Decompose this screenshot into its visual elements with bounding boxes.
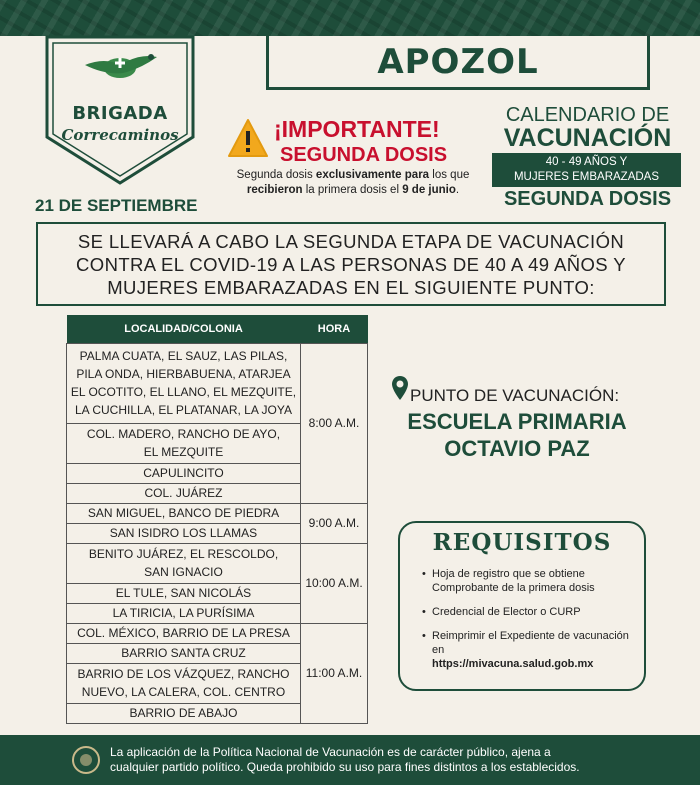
announcement-box	[36, 222, 666, 306]
locality-cell: PALMA CUATA, EL SAUZ, LAS PILAS, PILA ONDA, HIERBABUENA, ATARJEA EL OCOTITO, EL LLANO, EL MEZQUITE, LA CUCHILLA, EL PLATANAR, LA JOYA	[67, 343, 301, 423]
list-item: • Credencial de Elector o CURP	[424, 605, 639, 619]
locality-cell: COL. MADERO, RANCHO DE AYO, EL MEZQUITE	[67, 423, 301, 463]
list-item: • Reimprimir el Expediente de vacunación en https://mivacuna.salud.gob.mx	[424, 629, 639, 671]
calendar-age-box: 40 - 49 AÑOS Y MUJERES EMBARAZADAS	[492, 153, 681, 187]
table-row	[67, 343, 368, 423]
vaccination-point-name: ESCUELA PRIMARIA OCTAVIO PAZ	[407, 409, 627, 461]
column-header-locality: LOCALIDAD/COLONIA	[67, 315, 301, 343]
locality-cell: SAN MIGUEL, BANCO DE PIEDRA	[67, 503, 301, 523]
time-cell: 10:00 A.M.	[301, 543, 368, 623]
footer-band	[0, 735, 700, 785]
date-label: 21 DE SEPTIEMBRE	[35, 196, 198, 215]
requirements-title: REQUISITOS	[432, 529, 612, 556]
schedule-table	[66, 315, 368, 724]
important-subheading: SEGUNDA DOSIS	[280, 144, 448, 166]
important-heading: ¡IMPORTANTE!	[274, 116, 440, 142]
table-row	[67, 623, 368, 643]
locality-cell: BARRIO DE LOS VÁZQUEZ, RANCHO NUEVO, LA CALERA, COL. CENTRO	[67, 663, 301, 703]
locality-cell: BENITO JUÁREZ, EL RESCOLDO, SAN IGNACIO	[67, 543, 301, 583]
table-row	[67, 503, 368, 523]
table-row	[67, 543, 368, 583]
time-cell: 9:00 A.M.	[301, 503, 368, 543]
vaccination-point-label: PUNTO DE VACUNACIÓN:	[410, 386, 620, 405]
government-seal-icon	[72, 746, 100, 774]
footer-disclaimer: La aplicación de la Política Nacional de Vacunación es de carácter público, ajena a cualquier partido político. Queda prohibido su uso para fines distintos a los establecidos.	[110, 745, 580, 774]
location-title-box	[266, 36, 650, 90]
calendar-dose-label: SEGUNDA DOSIS	[503, 188, 672, 210]
calendar-line1: CALENDARIO DE	[505, 104, 670, 126]
important-text: Segunda dosis exclusivamente para los que recibieron la primera dosis el 9 de junio.	[236, 169, 470, 196]
locality-cell: SAN ISIDRO LOS LLAMAS	[67, 523, 301, 543]
list-item: • Hoja de registro que se obtiene Comprobante de la primera dosis	[424, 567, 639, 595]
column-header-time: HORA	[301, 315, 368, 343]
announcement-text: SE LLEVARÁ A CABO LA SEGUNDA ETAPA DE VACUNACIÓN CONTRA EL COVID-19 A LAS PERSONAS DE 40 A 49 AÑOS Y MUJERES EMBARAZADAS EN EL SIGUIENTE PUNTO:	[76, 230, 626, 298]
badge-subtitle: Correcaminos	[61, 126, 179, 144]
vaccine-url-link[interactable]: https://mivacuna.salud.gob.mx	[432, 658, 594, 670]
time-cell: 11:00 A.M.	[301, 623, 368, 723]
badge-title: BRIGADA	[72, 103, 168, 124]
top-pattern-band	[0, 0, 700, 36]
location-title: APOZOL	[377, 41, 539, 82]
time-cell: 8:00 A.M.	[301, 343, 368, 503]
requirements-list	[424, 567, 639, 681]
location-pin-icon	[391, 375, 409, 401]
calendar-line2: VACUNACIÓN	[503, 124, 672, 152]
locality-cell: CAPULINCITO	[67, 463, 301, 483]
locality-cell: LA TIRICIA, LA PURÍSIMA	[67, 603, 301, 623]
locality-cell: COL. MÉXICO, BARRIO DE LA PRESA	[67, 623, 301, 643]
locality-cell: EL TULE, SAN NICOLÁS	[67, 583, 301, 603]
warning-icon	[227, 118, 269, 158]
requirements-box	[398, 521, 646, 691]
locality-cell: COL. JUÁREZ	[67, 483, 301, 503]
locality-cell: BARRIO SANTA CRUZ	[67, 643, 301, 663]
locality-cell: BARRIO DE ABAJO	[67, 703, 301, 723]
